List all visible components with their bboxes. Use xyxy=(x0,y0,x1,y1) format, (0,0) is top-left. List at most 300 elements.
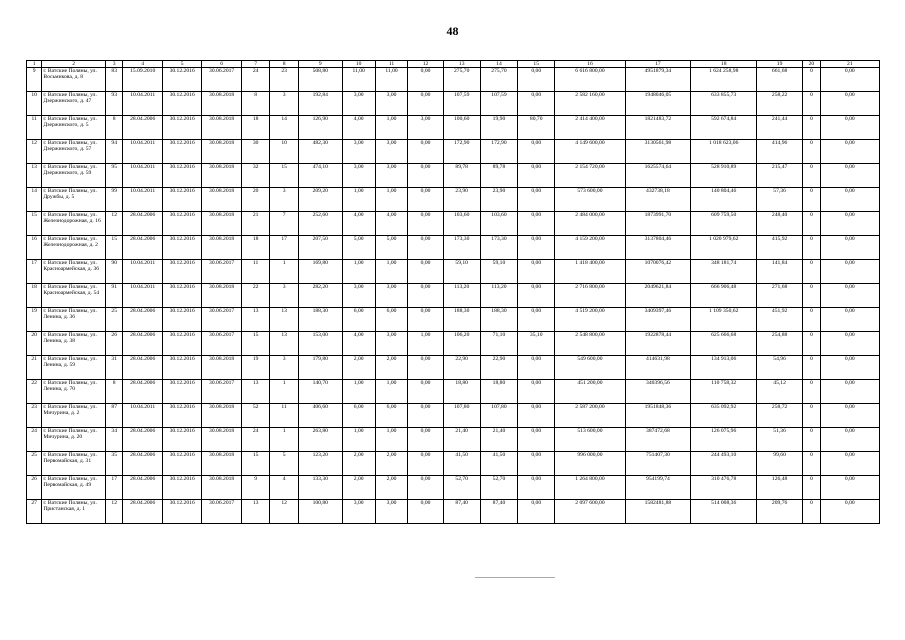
table-cell: 31 xyxy=(105,356,123,380)
table-cell: 282,20 xyxy=(298,284,342,308)
table-cell: 13 xyxy=(241,380,270,404)
table-cell: 348 181,74 xyxy=(691,260,757,284)
address-cell: г. Ватские Поляны, ул. Пристанская, д. 1 xyxy=(42,500,106,524)
table-cell: 0,00 xyxy=(518,476,555,500)
table-cell: 45,12 xyxy=(757,380,803,404)
table-cell: 41,50 xyxy=(480,452,517,476)
table-cell: 3 xyxy=(270,188,299,212)
table-cell: 30.06.2017 xyxy=(202,308,241,332)
table-cell: 30.12.2016 xyxy=(162,332,201,356)
table-cell: 207,50 xyxy=(298,236,342,260)
address-cell: г. Ватские Поляны, ул. Восьмикова, д. 8 xyxy=(42,68,106,92)
table-cell: 954199,74 xyxy=(625,476,691,500)
table-cell: 1 xyxy=(270,260,299,284)
table-cell: 30.08.2018 xyxy=(202,212,241,236)
table-cell: 508,80 xyxy=(298,68,342,92)
table-cell: 110 758,32 xyxy=(691,380,757,404)
column-header-5: 5 xyxy=(162,61,201,68)
column-header-20: 20 xyxy=(803,61,821,68)
table-cell: 3,00 xyxy=(375,92,408,116)
table-row xyxy=(27,380,880,404)
table-cell: 99,60 xyxy=(757,452,803,476)
table-cell: 0 xyxy=(803,140,821,164)
table-cell: 0,00 xyxy=(518,500,555,524)
table-cell: 11 xyxy=(270,404,299,428)
table-cell: 0 xyxy=(803,476,821,500)
table-cell: 21 xyxy=(27,356,42,380)
address-cell: г. Ватские Поляны, ул. Железнодорожная, д. 2 xyxy=(42,236,106,260)
table-cell: 1,00 xyxy=(342,260,375,284)
table-cell: 2,00 xyxy=(342,452,375,476)
table-cell: 28.04.2006 xyxy=(123,428,162,452)
table-cell: 0 xyxy=(803,188,821,212)
table-cell: 514 008,36 xyxy=(691,500,757,524)
table-cell: 0,00 xyxy=(408,428,443,452)
table-cell: 18,80 xyxy=(443,380,480,404)
table-cell: 263,80 xyxy=(298,428,342,452)
address-cell: г. Ватские Поляны, ул. Ленина, д. 36 xyxy=(42,308,106,332)
table-cell: 2 097 600,00 xyxy=(555,500,625,524)
table-cell: 99 xyxy=(105,188,123,212)
table-cell: 1,00 xyxy=(342,188,375,212)
table-cell: 3 xyxy=(270,92,299,116)
address-cell: г. Ватские Поляны, ул. Мичурина, д. 20 xyxy=(42,428,106,452)
table-cell: 4 159 200,00 xyxy=(555,236,625,260)
table-cell: 94 xyxy=(105,140,123,164)
table-cell: 52,70 xyxy=(443,476,480,500)
table-cell: 0 xyxy=(803,284,821,308)
table-cell: 415,92 xyxy=(757,236,803,260)
table-cell: 2 154 720,00 xyxy=(555,164,625,188)
column-header-14: 14 xyxy=(480,61,517,68)
table-cell: 3130561,98 xyxy=(625,140,691,164)
table-cell: 0,00 xyxy=(408,68,443,92)
table-cell: 13 xyxy=(270,308,299,332)
table-cell: 0,00 xyxy=(518,140,555,164)
table-cell: 6,00 xyxy=(375,404,408,428)
table-cell: 59,10 xyxy=(443,260,480,284)
table-cell: 2,00 xyxy=(375,356,408,380)
table-cell: 1922878,44 xyxy=(625,332,691,356)
table-cell: 123,20 xyxy=(298,452,342,476)
table-cell: 0,00 xyxy=(518,260,555,284)
table-cell: 28.04.2006 xyxy=(123,380,162,404)
table-cell: 28.04.2006 xyxy=(123,476,162,500)
table-cell: 5,00 xyxy=(342,236,375,260)
table-cell: 3,00 xyxy=(375,164,408,188)
table-cell: 3,00 xyxy=(342,500,375,524)
table-cell: 4 519 200,00 xyxy=(555,308,625,332)
table-cell: 0,00 xyxy=(408,140,443,164)
table-cell: 482,30 xyxy=(298,140,342,164)
address-cell: г. Ватские Поляны, ул. Первомайская, д. 31 xyxy=(42,452,106,476)
table-cell: 30.06.2017 xyxy=(202,380,241,404)
table-cell: 0,00 xyxy=(408,380,443,404)
table-cell: 14 xyxy=(27,188,42,212)
table-row xyxy=(27,356,880,380)
table-cell: 209,20 xyxy=(298,188,342,212)
table-cell: 3,00 xyxy=(342,92,375,116)
table-cell: 107,80 xyxy=(480,404,517,428)
table-cell: 0,00 xyxy=(408,476,443,500)
address-cell: г. Ватские Поляны, ул. Ленина, д. 70 xyxy=(42,380,106,404)
table-cell: 30.08.2018 xyxy=(202,428,241,452)
table-cell: 30.08.2018 xyxy=(202,116,241,140)
table-cell: 0,00 xyxy=(408,308,443,332)
table-row xyxy=(27,476,880,500)
table-cell: 30.12.2016 xyxy=(162,92,201,116)
table-cell: 2 484 000,00 xyxy=(555,212,625,236)
address-cell: г. Ватские Поляны, ул. Дзержинского, д. 5 xyxy=(42,116,106,140)
table-row xyxy=(27,260,880,284)
table-cell: 103,60 xyxy=(443,212,480,236)
table-cell: 30.08.2018 xyxy=(202,476,241,500)
table-cell: 52 xyxy=(241,404,270,428)
table-cell: 21 xyxy=(241,212,270,236)
column-header-18: 18 xyxy=(691,61,757,68)
table-cell: 0,00 xyxy=(518,236,555,260)
table-cell: 2 716 800,00 xyxy=(555,284,625,308)
table-body xyxy=(27,68,880,524)
table-cell: 0,00 xyxy=(820,188,879,212)
table-cell: 241,44 xyxy=(757,116,803,140)
table-cell: 30.08.2018 xyxy=(202,92,241,116)
table-cell: 30 xyxy=(241,140,270,164)
table-cell: 17 xyxy=(105,476,123,500)
table-cell: 1070076,42 xyxy=(625,260,691,284)
table-cell: 3 xyxy=(270,284,299,308)
table-cell: 14 xyxy=(270,116,299,140)
table-cell: 2 548 800,00 xyxy=(555,332,625,356)
table-cell: 71,10 xyxy=(480,332,517,356)
table-cell: 173,30 xyxy=(480,236,517,260)
table-cell: 635 092,92 xyxy=(691,404,757,428)
address-cell: г. Ватские Поляны, ул. Ленина, д. 38 xyxy=(42,332,106,356)
column-header-21: 21 xyxy=(820,61,879,68)
table-row xyxy=(27,188,880,212)
table-cell: 95 xyxy=(105,164,123,188)
table-cell: 751407,30 xyxy=(625,452,691,476)
table-cell: 90 xyxy=(105,260,123,284)
table-cell: 21,40 xyxy=(480,428,517,452)
table-cell: 30.06.2017 xyxy=(202,500,241,524)
table-cell: 6,00 xyxy=(375,308,408,332)
table-cell: 18,80 xyxy=(480,380,517,404)
table-cell: 254,88 xyxy=(757,332,803,356)
table-cell: 6 616 800,00 xyxy=(555,68,625,92)
table-row xyxy=(27,308,880,332)
table-cell: 20 xyxy=(241,188,270,212)
column-header-9: 9 xyxy=(298,61,342,68)
table-cell: 32 xyxy=(241,164,270,188)
table-cell: 83 xyxy=(105,68,123,92)
table-cell: 107,59 xyxy=(443,92,480,116)
table-cell: 0,00 xyxy=(820,380,879,404)
table-cell: 172,90 xyxy=(480,140,517,164)
divider-line xyxy=(475,577,555,578)
table-cell: 103,60 xyxy=(480,212,517,236)
table-cell: 22,90 xyxy=(480,356,517,380)
table-cell: 0,00 xyxy=(408,452,443,476)
table-cell: 0 xyxy=(803,164,821,188)
table-cell: 3,00 xyxy=(375,140,408,164)
table-row xyxy=(27,116,880,140)
table-cell: 30.12.2016 xyxy=(162,284,201,308)
column-header-8: 8 xyxy=(270,61,299,68)
table-cell: 52,70 xyxy=(480,476,517,500)
table-cell: 188,30 xyxy=(298,308,342,332)
table-cell: 8 xyxy=(241,92,270,116)
table-cell: 0,00 xyxy=(518,380,555,404)
table-cell: 4951879,34 xyxy=(625,68,691,92)
table-cell: 23 xyxy=(270,68,299,92)
table-cell: 0,00 xyxy=(408,236,443,260)
table-cell: 0,00 xyxy=(820,140,879,164)
table-cell: 592 674,84 xyxy=(691,116,757,140)
table-cell: 1 020 979,62 xyxy=(691,236,757,260)
table-cell: 19 xyxy=(27,308,42,332)
table-cell: 1582481,88 xyxy=(625,500,691,524)
table-cell: 340396,56 xyxy=(625,380,691,404)
table-cell: 0,00 xyxy=(820,428,879,452)
table-cell: 15 xyxy=(27,212,42,236)
table-cell: 0,00 xyxy=(820,236,879,260)
table-cell: 1951848,36 xyxy=(625,404,691,428)
column-header-15: 15 xyxy=(518,61,555,68)
table-cell: 2 587 200,00 xyxy=(555,404,625,428)
table-cell: 10.04.2011 xyxy=(123,92,162,116)
table-cell: 0,00 xyxy=(820,260,879,284)
table-cell: 0,00 xyxy=(518,164,555,188)
table-cell: 0 xyxy=(803,404,821,428)
table-cell: 30.12.2016 xyxy=(162,476,201,500)
table-cell: 23,90 xyxy=(443,188,480,212)
column-header-19: 19 xyxy=(757,61,803,68)
table-cell: 188,30 xyxy=(480,308,517,332)
table-cell: 0 xyxy=(803,116,821,140)
table-cell: 3,00 xyxy=(375,500,408,524)
table-cell: 12 xyxy=(27,140,42,164)
table-row xyxy=(27,212,880,236)
table-cell: 0,00 xyxy=(408,500,443,524)
address-cell: г. Ватские Поляны, ул. Дзержинского, д. 57 xyxy=(42,140,106,164)
table-cell: 28.04.2006 xyxy=(123,452,162,476)
table-cell: 609 759,50 xyxy=(691,212,757,236)
table-cell: 0,00 xyxy=(408,188,443,212)
table-cell: 100,60 xyxy=(443,116,480,140)
table-cell: 0 xyxy=(803,308,821,332)
table-cell: 15 xyxy=(241,452,270,476)
table-cell: 4,00 xyxy=(342,116,375,140)
table-cell: 258,72 xyxy=(757,404,803,428)
table-cell: 4 149 600,00 xyxy=(555,140,625,164)
table-cell: 1 xyxy=(270,380,299,404)
table-cell: 0 xyxy=(803,332,821,356)
address-cell: г. Ватские Поляны, ул. Ленина, д. 59 xyxy=(42,356,106,380)
table-cell: 169,80 xyxy=(298,260,342,284)
table-cell: 3,00 xyxy=(375,332,408,356)
table-cell: 0,00 xyxy=(820,212,879,236)
table-cell: 89,78 xyxy=(443,164,480,188)
table-cell: 133,30 xyxy=(298,476,342,500)
table-cell: 21,40 xyxy=(443,428,480,452)
table-cell: 0,00 xyxy=(518,404,555,428)
table-cell: 12 xyxy=(105,500,123,524)
table-cell: 126,48 xyxy=(757,476,803,500)
table-cell: 30.12.2016 xyxy=(162,428,201,452)
address-cell: г. Ватские Поляны, ул. Дзержинского, д. 47 xyxy=(42,92,106,116)
page-number: 48 xyxy=(446,24,459,38)
table-cell: 107,80 xyxy=(443,404,480,428)
table-cell: 30.12.2016 xyxy=(162,500,201,524)
table-cell: 93 xyxy=(105,92,123,116)
table-cell: 20 xyxy=(27,332,42,356)
table-cell: 113,20 xyxy=(443,284,480,308)
table-row xyxy=(27,404,880,428)
table-cell: 0,00 xyxy=(408,92,443,116)
table-cell: 432738,18 xyxy=(625,188,691,212)
table-cell: 0,00 xyxy=(518,356,555,380)
table-row xyxy=(27,452,880,476)
table-cell: 387472,68 xyxy=(625,428,691,452)
table-cell: 310 476,78 xyxy=(691,476,757,500)
table-cell: 0,00 xyxy=(408,164,443,188)
table-cell: 173,30 xyxy=(443,236,480,260)
table-cell: 0,00 xyxy=(820,68,879,92)
table-cell: 1,00 xyxy=(375,260,408,284)
table-cell: 15 xyxy=(241,332,270,356)
table-cell: 0 xyxy=(803,260,821,284)
table-cell: 0,00 xyxy=(518,308,555,332)
table-cell: 30.12.2016 xyxy=(162,140,201,164)
table-cell: 1821483,72 xyxy=(625,116,691,140)
table-cell: 134 913,06 xyxy=(691,356,757,380)
table-cell: 1 418 400,00 xyxy=(555,260,625,284)
table-cell: 3,00 xyxy=(342,284,375,308)
table-row xyxy=(27,332,880,356)
table-cell: 0 xyxy=(803,68,821,92)
table-cell: 30.12.2016 xyxy=(162,188,201,212)
table-cell: 1,00 xyxy=(375,428,408,452)
table-cell: 10 xyxy=(27,92,42,116)
table-cell: 24 xyxy=(241,428,270,452)
table-cell: 13 xyxy=(241,308,270,332)
table-cell: 91 xyxy=(105,284,123,308)
table-cell: 1 264 800,00 xyxy=(555,476,625,500)
table-cell: 0,00 xyxy=(408,284,443,308)
table-cell: 248,40 xyxy=(757,212,803,236)
address-cell: г. Ватские Поляны, ул. Красноармейская, д. 54 xyxy=(42,284,106,308)
table-cell: 28.04.2006 xyxy=(123,236,162,260)
table-cell: 28.04.2006 xyxy=(123,500,162,524)
table-cell: 625 666,68 xyxy=(691,332,757,356)
address-cell: г. Ватские Поляны, ул. Мичурина, д. 2 xyxy=(42,404,106,428)
table-cell: 2 582 160,00 xyxy=(555,92,625,116)
table-cell: 41,50 xyxy=(443,452,480,476)
table-cell: 107,59 xyxy=(480,92,517,116)
table-cell: 1 624 258,98 xyxy=(691,68,757,92)
table-cell: 474,10 xyxy=(298,164,342,188)
table-cell: 126,90 xyxy=(298,116,342,140)
table-cell: 34 xyxy=(105,428,123,452)
address-cell: г. Ватские Поляны, ул. Железнодорожная, д. 16 xyxy=(42,212,106,236)
table-cell: 4,00 xyxy=(342,332,375,356)
table-cell: 10.04.2011 xyxy=(123,140,162,164)
table-cell: 7 xyxy=(270,212,299,236)
table-cell: 0,00 xyxy=(820,92,879,116)
table-cell: 1,00 xyxy=(342,380,375,404)
table-cell: 25 xyxy=(105,308,123,332)
table-cell: 89,78 xyxy=(480,164,517,188)
table-cell: 18 xyxy=(241,236,270,260)
table-cell: 4,00 xyxy=(375,212,408,236)
table-cell: 11 xyxy=(241,260,270,284)
table-cell: 3,00 xyxy=(375,284,408,308)
table-cell: 1948046,05 xyxy=(625,92,691,116)
table-cell: 0,00 xyxy=(820,308,879,332)
table-cell: 13 xyxy=(270,332,299,356)
table-cell: 0,00 xyxy=(820,164,879,188)
table-cell: 30.08.2018 xyxy=(202,236,241,260)
table-cell: 30.08.2018 xyxy=(202,140,241,164)
table-cell: 51,36 xyxy=(757,428,803,452)
table-cell: 209,76 xyxy=(757,500,803,524)
table-cell: 30.12.2016 xyxy=(162,236,201,260)
table-cell: 10.04.2011 xyxy=(123,284,162,308)
table-row xyxy=(27,284,880,308)
table-cell: 11,00 xyxy=(342,68,375,92)
column-header-13: 13 xyxy=(443,61,480,68)
table-cell: 24 xyxy=(27,428,42,452)
table-cell: 1 xyxy=(270,428,299,452)
column-header-16: 16 xyxy=(555,61,625,68)
table-cell: 30.12.2016 xyxy=(162,164,201,188)
table-cell: 59,10 xyxy=(480,260,517,284)
table-cell: 30.12.2016 xyxy=(162,452,201,476)
table-cell: 17 xyxy=(27,260,42,284)
table-cell: 1,00 xyxy=(375,380,408,404)
table-cell: 28.04.2006 xyxy=(123,116,162,140)
table-cell: 0,00 xyxy=(820,332,879,356)
address-cell: г. Ватские Поляны, ул. Первомайская, д. 49 xyxy=(42,476,106,500)
table-cell: 661,68 xyxy=(757,68,803,92)
table-cell: 19,90 xyxy=(480,116,517,140)
table-cell: 30.08.2018 xyxy=(202,356,241,380)
table-cell: 414,96 xyxy=(757,140,803,164)
table-cell: 13 xyxy=(241,500,270,524)
address-cell: г. Ватские Поляны, ул. Красноармейская, д. 36 xyxy=(42,260,106,284)
column-header-1: 1 xyxy=(27,61,42,68)
table-cell: 3,00 xyxy=(342,140,375,164)
table-cell: 15.09.2010 xyxy=(123,68,162,92)
table-cell: 13 xyxy=(27,164,42,188)
table-row xyxy=(27,92,880,116)
table-row xyxy=(27,140,880,164)
table-cell: 6,00 xyxy=(342,308,375,332)
table-cell: 126 075,96 xyxy=(691,428,757,452)
table-cell: 513 600,00 xyxy=(555,428,625,452)
table-cell: 87,40 xyxy=(480,500,517,524)
table-cell: 27 xyxy=(27,500,42,524)
table-cell: 215,47 xyxy=(757,164,803,188)
table-cell: 0,00 xyxy=(518,428,555,452)
table-cell: 10 xyxy=(270,140,299,164)
column-header-6: 6 xyxy=(202,61,241,68)
address-cell: г. Ватские Поляны, ул. Дружбы, д. 5 xyxy=(42,188,106,212)
table-row xyxy=(27,68,880,92)
column-header-12: 12 xyxy=(408,61,443,68)
column-header-4: 4 xyxy=(123,61,162,68)
